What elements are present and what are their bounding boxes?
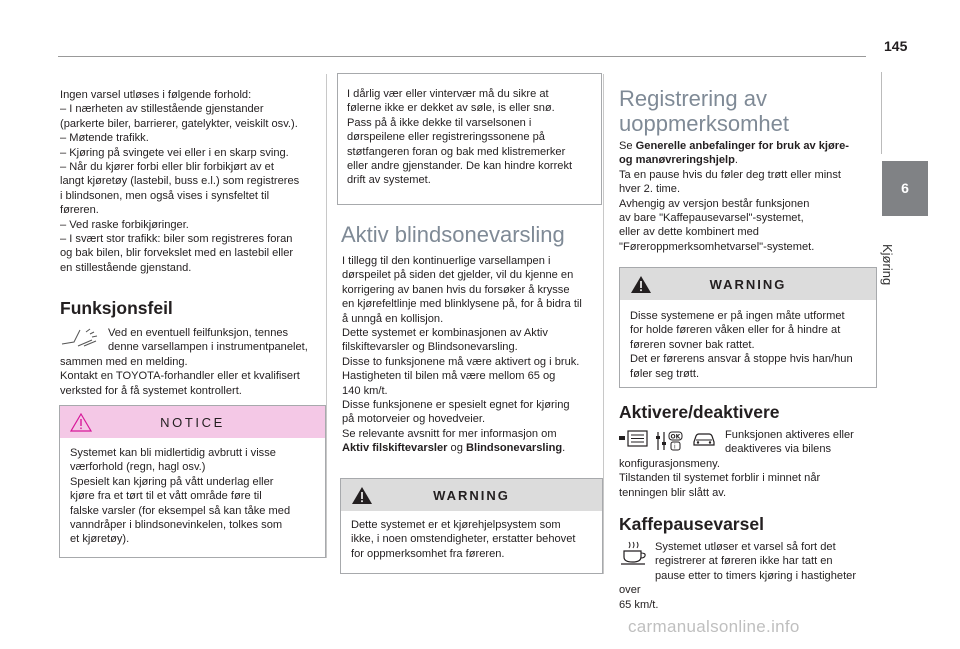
column-divider-1 bbox=[326, 74, 327, 558]
column-divider-2 bbox=[603, 74, 604, 574]
aktivere-heading: Aktivere/deaktivere bbox=[619, 402, 780, 422]
warning-lamp-icon bbox=[60, 326, 100, 352]
warning-header-col3 bbox=[620, 268, 876, 300]
weather-note-box: I dårlig vær eller vintervær må du sikre at følerne ikke er dekket av søle, is eller snø. Pass på å ikke dekke til varselsonen i dørspeilene eller registreringssonene på støtfangeren foran og bak med klistremerker eller andre gjenstander. De kan hindre korrekt drift av systemet. bbox=[337, 73, 602, 205]
registrering-heading: Registrering av uoppmerksomhet bbox=[619, 86, 789, 136]
chapter-tab[interactable]: 6 bbox=[882, 161, 928, 216]
car-icon bbox=[691, 430, 717, 456]
warning-title-col2: WARNING bbox=[433, 487, 510, 503]
aktiv-blindsone-body: I tillegg til den kontinuerlige varsellampen i dørspeilet på siden det gjelder, vil du kjenne en korrigering av banen hvis du forsøker å krysse en kjørefeltlinje med blinklysene på, for å bidra til å unngå en kollisjon. Dette systemet er kombinasjonen av Aktiv filskiftevarsler og Blindsonevarsling. Disse to funksjonene må være aktivert og i bruk. Hastigheten til bilen må være mellom 65 og 140 km/t. Disse funksjonene er spesielt egnet for kjøring på motorveier og hovedveier. Se relevante avsnitt for mer informasjon om Aktiv filskiftevarsler og Blindsonevarsling. bbox=[342, 255, 582, 455]
notice-header bbox=[60, 406, 325, 438]
coffee-cup-icon bbox=[619, 540, 649, 570]
warning-body-col3: Disse systemene er på ingen måte utformet for holde føreren våken eller for å hindre at føreren sovner bak rattet. Det er førerens ansvar å stoppe hvis han/hun føler seg trøtt. bbox=[630, 310, 853, 380]
malfunction-text: Ved en eventuell feilfunksjon, tennes denne varsellampen i instrumentpanelet, sammen med en melding. Kontakt en TOYOTA-forhandler eller et kvalifisert verksted for å få systemet kontrollert. bbox=[60, 327, 308, 397]
aktiv-blindsone-heading: Aktiv blindsonevarsling bbox=[341, 222, 565, 247]
col1-intro: Ingen varsel utløses i følgende forhold: – I nærheten av stillestående gjenstander (parkerte biler, barrierer, gatelykter, veiskilt osv.). – Møtende trafikk. – Kjøring på svingete vei eller i en skarp sving. – Når du kjører forbi eller blir forbikjørt av et langt kjøretøy (lastebil, buss e.l.) som registreres i blindsonen, men også vises i synsfeltet til føreren. – Ved raske forbikjøringer. – I svært stor trafikk: biler som registreres foran og bak bilen, blir forvekslet med en lastebil eller en stillestående gjenstand. bbox=[60, 89, 300, 274]
kaffepause-body: Systemet utløser et varsel så fort det registrerer at føreren ikke har tatt en pause etter to timers kjøring i hastigheter over 65 km/t. bbox=[619, 541, 857, 611]
warning-triangle-icon bbox=[630, 275, 652, 299]
settings-sliders-icon bbox=[655, 430, 685, 456]
svg-text:i: i bbox=[674, 443, 676, 451]
warning-triangle-icon bbox=[351, 486, 373, 510]
funksjonsfeil-heading: Funksjonsfeil bbox=[60, 298, 173, 318]
ref-link-blindsone[interactable]: Blindsonevarsling bbox=[465, 442, 563, 455]
menu-screen-icon bbox=[619, 430, 649, 456]
warning-header-col2 bbox=[341, 479, 602, 511]
notice-title: NOTICE bbox=[160, 414, 225, 430]
ref-link-filskift[interactable]: Aktiv filskiftevarsler bbox=[342, 442, 448, 455]
side-rule bbox=[881, 72, 882, 154]
warning-box-col3 bbox=[619, 267, 877, 388]
watermark: carmanualsonline.info bbox=[628, 617, 800, 636]
notice-triangle-icon bbox=[70, 413, 92, 437]
notice-body: Systemet kan bli midlertidig avbrutt i visse værforhold (regn, hagl osv.) Spesielt kan kjøring på vått underlag eller kjøre fra et tørt til et vått område føre til falske varsler (for eksempel så kan tåke med vanndråper i blindsonevinkelen, tolkes som et kjøretøy). bbox=[70, 447, 291, 546]
chapter-title: Kjøring bbox=[880, 244, 895, 286]
warning-title-col3: WARNING bbox=[709, 276, 787, 292]
config-icons bbox=[619, 430, 717, 456]
header-rule bbox=[58, 56, 866, 57]
warning-box-col2 bbox=[340, 478, 603, 574]
kaffepause-heading: Kaffepausevarsel bbox=[619, 514, 764, 534]
registrering-body: Se Generelle anbefalinger for bruk av kjøre- og manøvreringshjelp. Ta en pause hvis du føler deg trøtt eller minst hver 2. time. Avhengig av versjon består funksjonen av bare "Kaffepausevarsel"-systemet, eller av dette kombinert med "Føreroppmerksomhetvarsel"-systemet. bbox=[619, 140, 849, 253]
aktivere-body: OK i Funksjonen aktiveres eller deaktiveres via bilens konfigurasjonsmeny. Tilstanden til systemet forblir i minnet når tenningen blir slått av. bbox=[619, 429, 854, 499]
notice-box bbox=[59, 405, 326, 558]
ref-link-anbefalinger[interactable]: Generelle anbefalinger for bruk av kjøre- bbox=[635, 140, 849, 152]
warning-body-col2: Dette systemet er et kjørehjelpsystem som ikke, i noen omstendigheter, erstatter behovet for oppmerksomhet fra føreren. bbox=[351, 519, 576, 560]
page-number: 145 bbox=[884, 38, 908, 54]
svg-text:OK: OK bbox=[670, 433, 681, 441]
